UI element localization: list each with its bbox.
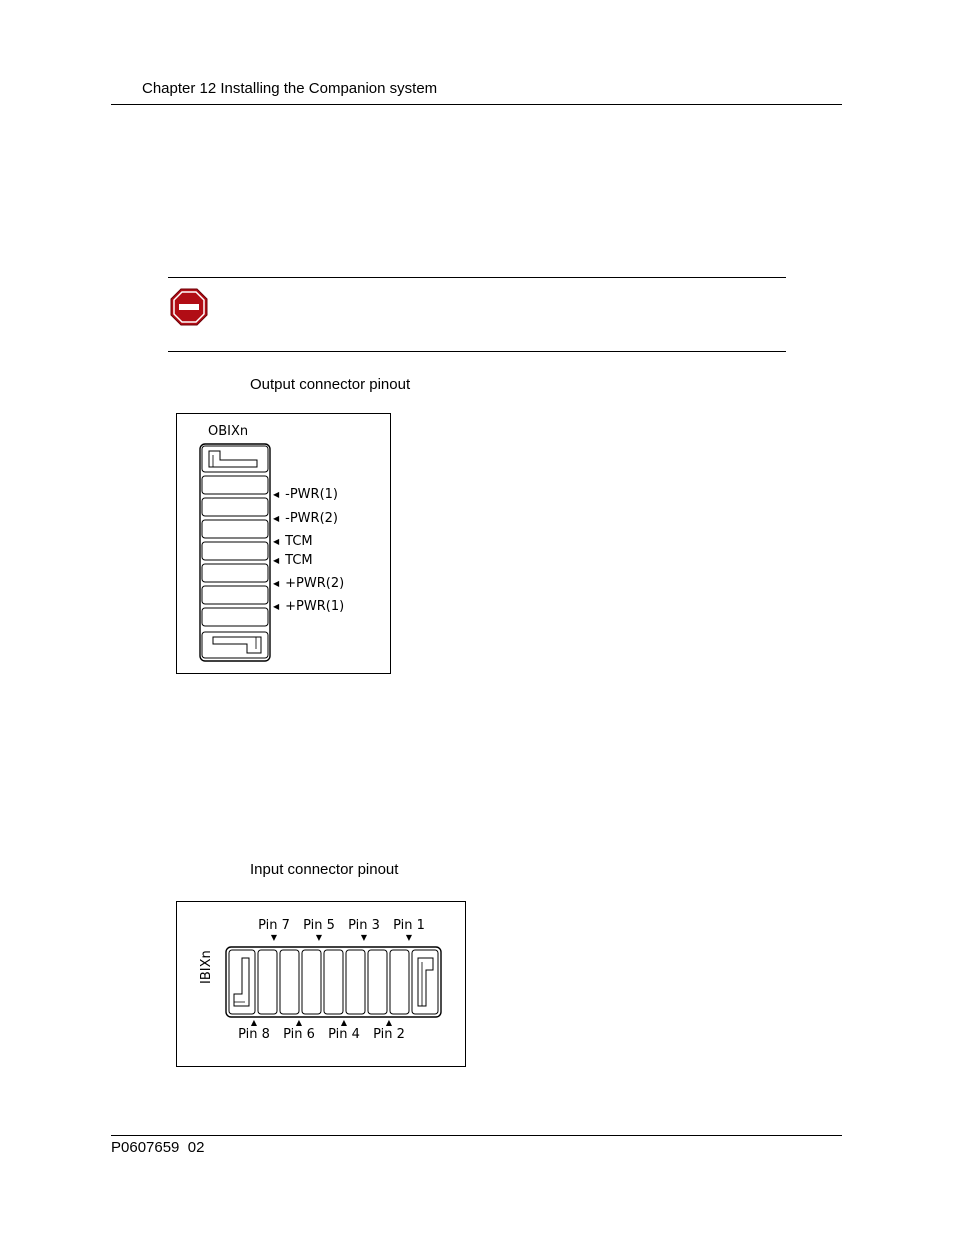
down-arrow-icon: ▼ [315, 933, 323, 942]
input-pin-label: Pin 5 [303, 918, 335, 933]
input-connector-drawing [225, 946, 443, 1018]
input-pin-bottom [275, 1018, 323, 1042]
left-arrow-icon: ◀ [273, 601, 280, 611]
input-pin-top [385, 918, 433, 942]
left-arrow-icon: ◀ [273, 489, 280, 499]
output-pin-row [273, 598, 344, 614]
input-pin-label: Pin 8 [238, 1027, 270, 1042]
output-connector-figure [176, 413, 391, 674]
input-pin-label: Pin 1 [393, 918, 425, 933]
input-figure-caption: Input connector pinout [250, 861, 399, 878]
up-arrow-icon: ▲ [340, 1018, 348, 1027]
output-pin-row [273, 486, 338, 502]
input-pin-bottom [365, 1018, 413, 1042]
chapter-header: Chapter 12 Installing the Companion system [142, 80, 438, 97]
up-arrow-icon: ▲ [385, 1018, 393, 1027]
input-pin-top [340, 918, 388, 942]
left-arrow-icon: ◀ [273, 555, 280, 565]
warning-bottom-rule [168, 351, 786, 352]
input-pin-top [250, 918, 298, 942]
output-pin-label: +PWR(2) [285, 575, 345, 591]
input-pin-bottom [230, 1018, 278, 1042]
input-pin-label: Pin 3 [348, 918, 380, 933]
output-pin-row [273, 575, 344, 591]
warning-top-rule [168, 277, 786, 278]
footer-divider [111, 1135, 842, 1136]
input-pin-label: Pin 6 [283, 1027, 315, 1042]
input-connector-figure [176, 901, 466, 1067]
input-connector-label: IBIXn [199, 950, 214, 984]
stop-sign-icon [170, 288, 208, 326]
output-pin-label: +PWR(1) [285, 598, 345, 614]
left-arrow-icon: ◀ [273, 536, 280, 546]
output-pin-label: -PWR(2) [285, 510, 338, 526]
output-pin-label: TCM [285, 533, 313, 549]
left-arrow-icon: ◀ [273, 513, 280, 523]
output-connector-drawing [199, 443, 274, 663]
output-figure-caption: Output connector pinout [250, 376, 411, 393]
down-arrow-icon: ▼ [270, 933, 278, 942]
output-connector-label: OBIXn [208, 424, 249, 439]
down-arrow-icon: ▼ [405, 933, 413, 942]
left-arrow-icon: ◀ [273, 578, 280, 588]
input-pin-bottom [320, 1018, 368, 1042]
output-pin-row [273, 552, 313, 568]
up-arrow-icon: ▲ [295, 1018, 303, 1027]
input-pin-top [295, 918, 343, 942]
input-pin-label: Pin 4 [328, 1027, 360, 1042]
input-pin-label: Pin 7 [258, 918, 290, 933]
output-pin-row [273, 533, 313, 549]
document-number: P0607659 02 [111, 1139, 205, 1156]
header-divider [111, 104, 842, 105]
output-pin-label: -PWR(1) [285, 486, 338, 502]
output-pin-label: TCM [285, 552, 313, 568]
output-pin-row [273, 510, 338, 526]
input-pin-label: Pin 2 [373, 1027, 405, 1042]
down-arrow-icon: ▼ [360, 933, 368, 942]
up-arrow-icon: ▲ [250, 1018, 258, 1027]
